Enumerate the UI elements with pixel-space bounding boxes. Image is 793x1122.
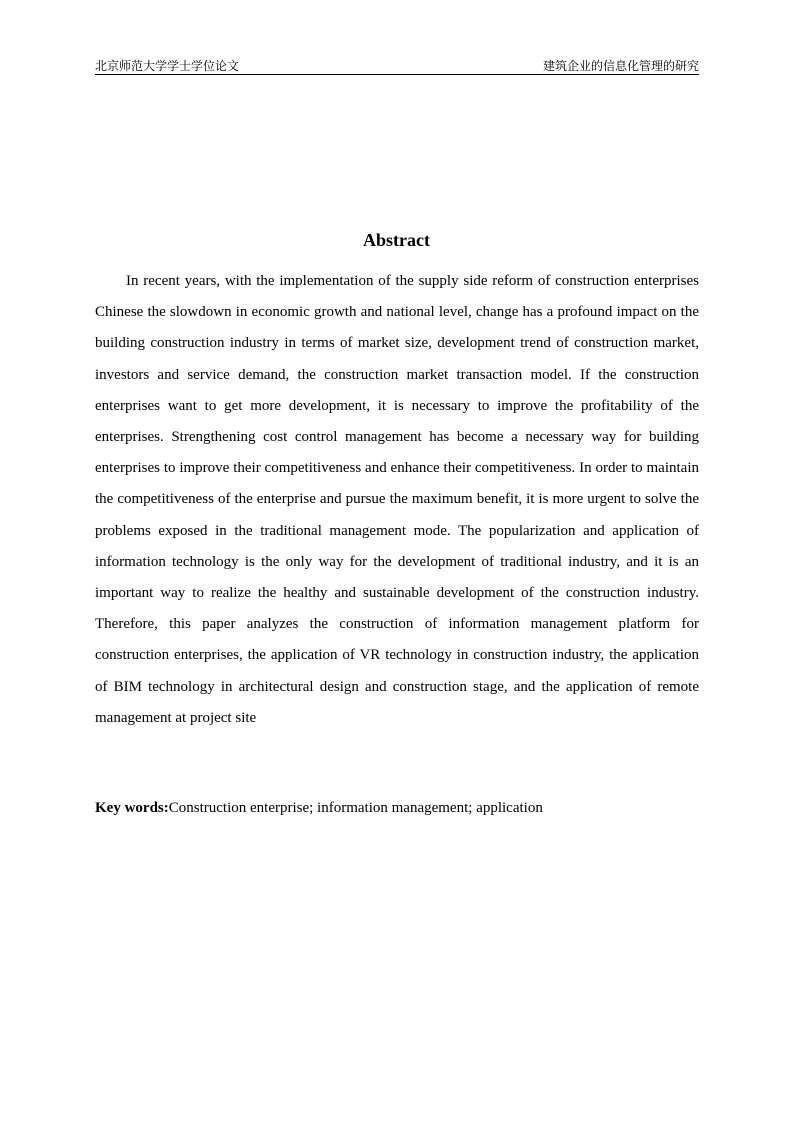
- page-header: [95, 54, 699, 75]
- header-thesis-label: 北京师范大学学士学位论文: [95, 59, 240, 73]
- abstract-title: Abstract: [363, 230, 430, 250]
- header-thesis-title: 建筑企业的信息化管理的研究: [542, 59, 699, 73]
- keywords-label: Key words:: [95, 800, 169, 816]
- keywords-line: [95, 797, 699, 819]
- keywords-text: Construction enterprise; information management; application: [168, 800, 543, 816]
- abstract-body: In recent years, with the implementation of the supply side reform of construction enterprises Chinese the slowdown in economic growth and national level, change has a profound impact on the building construction industry in terms of market size, development trend of construction market, investors and service demand, the construction market transaction model. If the construction enterprises want to get more development, it is necessary to improve the profitability of the enterprises. Strengthening cost control management has become a necessary way for building enterprises to improve their competitiveness and enhance their competitiveness. In order to maintain the competitiveness of the enterprise and pursue the maximum benefit, it is more urgent to solve the problems exposed in the traditional management mode. The popularization and application of information technology is the only way for the development of traditional industry, and it is an important way to realize the healthy and sustainable development of the construction industry. Therefore, this paper analyzes the construction of information management platform for construction enterprises, the application of VR technology in construction industry, the application of BIM technology in architectural design and construction stage, and the application of remote management at project site: [95, 273, 699, 726]
